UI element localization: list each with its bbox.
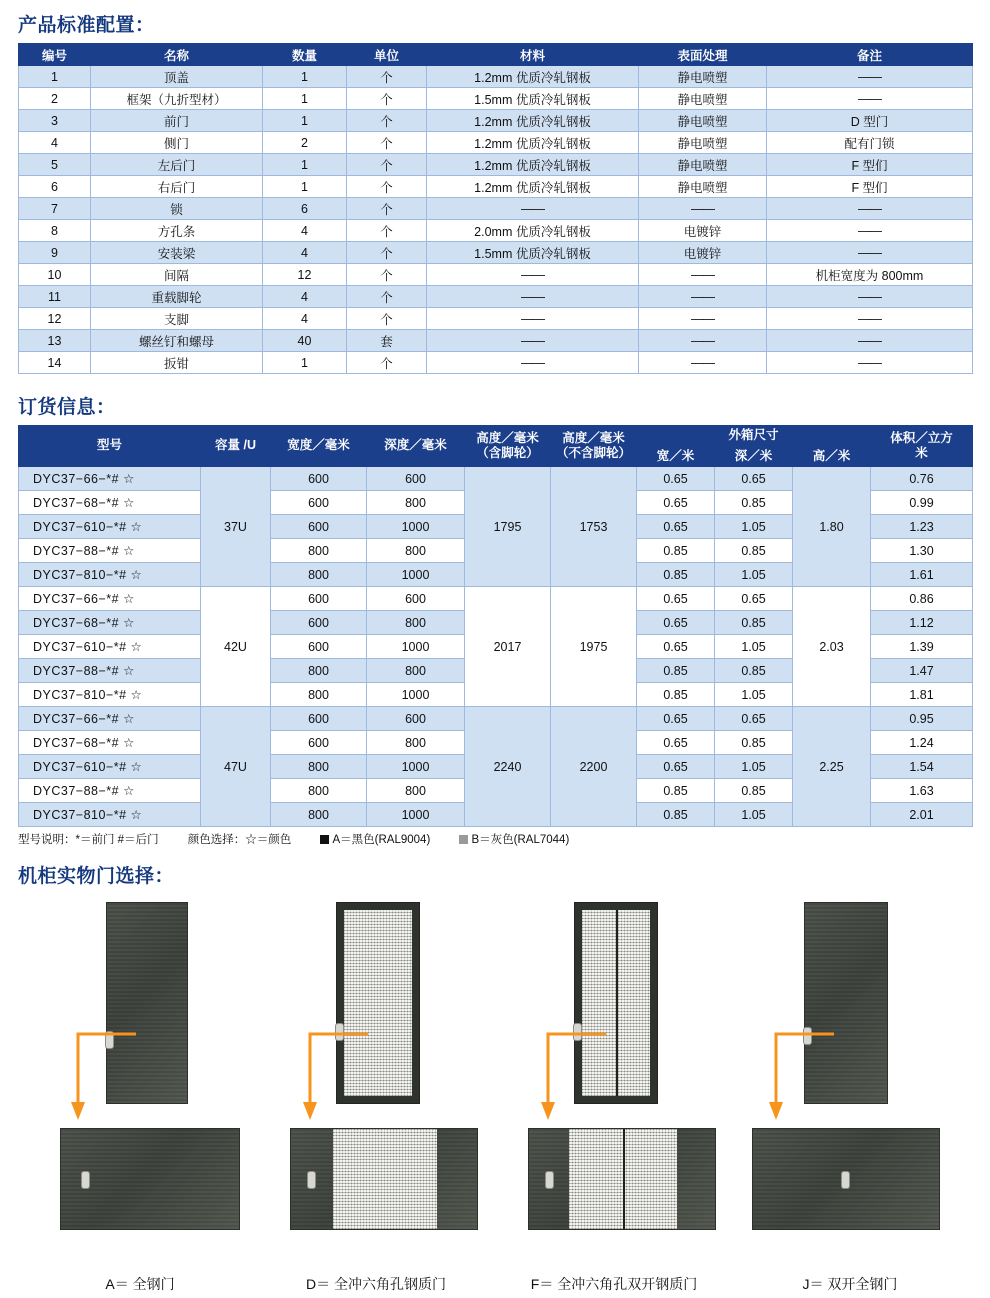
door-d-wide-image — [290, 1128, 478, 1230]
height-without-line1: 高度／毫米 — [562, 430, 625, 445]
table-cell: D 型门 — [767, 110, 973, 132]
table-cell: 1.2mm 优质冷轧钢板 — [427, 132, 639, 154]
depth-cell: 1000 — [367, 563, 465, 587]
table-cell: —— — [639, 352, 767, 374]
table-cell: —— — [427, 198, 639, 220]
table-row — [19, 154, 973, 176]
carton-depth-cell: 1.05 — [715, 803, 793, 827]
volume-cell: 1.63 — [871, 779, 973, 803]
width-cell: 800 — [271, 803, 367, 827]
col-header-no: 编号 — [19, 44, 91, 66]
table-cell: —— — [639, 330, 767, 352]
color-b-label: B＝灰色(RAL7044) — [471, 834, 570, 847]
volume-cell: 1.24 — [871, 731, 973, 755]
carton-width-cell: 0.65 — [637, 611, 715, 635]
height-with-casters-cell: 2240 — [465, 707, 551, 827]
table-cell: 配有门锁 — [767, 132, 973, 154]
model-cell: DYC37−88−*# ☆ — [19, 659, 201, 683]
table-cell: 1 — [263, 110, 347, 132]
depth-cell: 1000 — [367, 755, 465, 779]
carton-depth-cell: 0.85 — [715, 539, 793, 563]
table-cell: 5 — [19, 154, 91, 176]
table-cell: 10 — [19, 264, 91, 286]
col-header-material: 材料 — [427, 44, 639, 66]
carton-depth-cell: 1.05 — [715, 683, 793, 707]
table-cell: —— — [767, 330, 973, 352]
width-cell: 600 — [271, 611, 367, 635]
table-cell: 4 — [19, 132, 91, 154]
table-cell: 右后门 — [91, 176, 263, 198]
model-cell: DYC37−88−*# ☆ — [19, 539, 201, 563]
table-cell: 支脚 — [91, 308, 263, 330]
door-a-wide-image — [60, 1128, 240, 1230]
volume-cell: 1.54 — [871, 755, 973, 779]
table-cell: F 型们 — [767, 154, 973, 176]
carton-height-cell: 2.25 — [793, 707, 871, 827]
carton-width-cell: 0.85 — [637, 659, 715, 683]
door-a-arrow-icon — [64, 1026, 140, 1126]
col-header-volume — [871, 426, 973, 467]
order-section-title: 订货信息： — [18, 397, 116, 418]
door-option-a — [20, 896, 260, 1296]
table-cell: 侧门 — [91, 132, 263, 154]
table-cell: —— — [767, 220, 973, 242]
table-cell: 8 — [19, 220, 91, 242]
height-with-line1: 高度／毫米 — [476, 430, 539, 445]
door-gallery — [0, 896, 990, 1296]
model-cell: DYC37−810−*# ☆ — [19, 683, 201, 707]
table-cell: 个 — [347, 176, 427, 198]
volume-line1: 体积／立方 — [890, 430, 953, 445]
model-cell: DYC37−610−*# ☆ — [19, 755, 201, 779]
table-cell: —— — [767, 308, 973, 330]
door-a-wide-handle-icon — [81, 1171, 90, 1189]
depth-cell: 1000 — [367, 515, 465, 539]
table-cell: —— — [767, 286, 973, 308]
table-cell: 6 — [263, 198, 347, 220]
carton-height-cell: 2.03 — [793, 587, 871, 707]
depth-cell: 800 — [367, 659, 465, 683]
width-cell: 600 — [271, 707, 367, 731]
volume-line2: 米 — [915, 446, 928, 461]
color-note: 颜色选择：☆＝颜色 — [187, 834, 292, 847]
color-a-label: A＝黑色(RAL9004) — [332, 834, 431, 847]
col-header-remark: 备注 — [767, 44, 973, 66]
door-option-j — [730, 896, 970, 1296]
col-header-unit: 单位 — [347, 44, 427, 66]
table-row — [19, 242, 973, 264]
carton-width-cell: 0.85 — [637, 803, 715, 827]
doors-section-title: 机柜实物门选择： — [18, 866, 175, 888]
table-row — [19, 587, 973, 611]
table-cell: 2 — [19, 88, 91, 110]
table-cell: 1 — [263, 154, 347, 176]
carton-height-cell: 1.80 — [793, 467, 871, 587]
col-header-width: 宽度／毫米 — [271, 426, 367, 467]
carton-depth-cell: 1.05 — [715, 755, 793, 779]
col-header-capacity: 容量 /U — [201, 426, 271, 467]
table-cell: 7 — [19, 198, 91, 220]
door-d-wide-mesh-texture — [333, 1129, 437, 1229]
table-cell: F 型们 — [767, 176, 973, 198]
model-cell: DYC37−66−*# ☆ — [19, 587, 201, 611]
carton-depth-cell: 1.05 — [715, 563, 793, 587]
table-cell: 间隔 — [91, 264, 263, 286]
model-cell: DYC37−810−*# ☆ — [19, 563, 201, 587]
table-row — [19, 286, 973, 308]
table-cell: 个 — [347, 88, 427, 110]
table-cell: —— — [427, 286, 639, 308]
order-header-row-1 — [19, 426, 973, 447]
carton-width-cell: 0.65 — [637, 491, 715, 515]
col-header-carton-height: 高／米 — [793, 446, 871, 467]
table-cell: 个 — [347, 286, 427, 308]
model-cell: DYC37−88−*# ☆ — [19, 779, 201, 803]
volume-cell: 0.76 — [871, 467, 973, 491]
table-cell: —— — [639, 198, 767, 220]
model-cell: DYC37−68−*# ☆ — [19, 491, 201, 515]
carton-depth-cell: 1.05 — [715, 635, 793, 659]
capacity-cell: 47U — [201, 707, 271, 827]
table-header-row — [19, 44, 973, 66]
table-cell: —— — [767, 66, 973, 88]
table-cell: 安装梁 — [91, 242, 263, 264]
door-option-f — [494, 896, 734, 1296]
table-row — [19, 352, 973, 374]
width-cell: 800 — [271, 779, 367, 803]
height-without-casters-cell: 1753 — [551, 467, 637, 587]
carton-width-cell: 0.65 — [637, 731, 715, 755]
model-cell: DYC37−610−*# ☆ — [19, 635, 201, 659]
table-row — [19, 308, 973, 330]
model-cell: DYC37−68−*# ☆ — [19, 611, 201, 635]
table-cell: —— — [639, 308, 767, 330]
table-cell: 个 — [347, 66, 427, 88]
depth-cell: 800 — [367, 491, 465, 515]
door-j-caption: J＝ 双开全钢门 — [802, 1276, 898, 1293]
table-cell: 1 — [263, 352, 347, 374]
width-cell: 600 — [271, 587, 367, 611]
door-option-d — [256, 896, 496, 1296]
table-cell: 前门 — [91, 110, 263, 132]
table-row — [19, 66, 973, 88]
table-cell: 重载脚轮 — [91, 286, 263, 308]
table-cell: 电镀锌 — [639, 242, 767, 264]
table-cell: 个 — [347, 110, 427, 132]
table-cell: 方孔条 — [91, 220, 263, 242]
depth-cell: 600 — [367, 707, 465, 731]
table-cell: —— — [427, 330, 639, 352]
height-without-casters-cell: 2200 — [551, 707, 637, 827]
depth-cell: 1000 — [367, 635, 465, 659]
table-cell: 1 — [263, 66, 347, 88]
table-cell: 个 — [347, 198, 427, 220]
order-table-notes — [18, 831, 990, 847]
table-cell: 2.0mm 优质冷轧钢板 — [427, 220, 639, 242]
table-cell: 静电喷塑 — [639, 176, 767, 198]
door-j-wide-handle-icon — [841, 1171, 850, 1189]
table-cell: 1.5mm 优质冷轧钢板 — [427, 88, 639, 110]
door-d-arrow-icon — [296, 1026, 372, 1126]
table-cell: 1.2mm 优质冷轧钢板 — [427, 176, 639, 198]
table-cell: 静电喷塑 — [639, 88, 767, 110]
table-cell: —— — [767, 242, 973, 264]
width-cell: 600 — [271, 635, 367, 659]
volume-cell: 1.81 — [871, 683, 973, 707]
table-cell: 静电喷塑 — [639, 110, 767, 132]
table-cell: 扳钳 — [91, 352, 263, 374]
table-cell: 锁 — [91, 198, 263, 220]
col-header-model: 型号 — [19, 426, 201, 467]
col-header-carton-width: 宽／米 — [637, 446, 715, 467]
volume-cell: 0.95 — [871, 707, 973, 731]
carton-depth-cell: 0.65 — [715, 707, 793, 731]
carton-depth-cell: 0.65 — [715, 467, 793, 491]
width-cell: 800 — [271, 539, 367, 563]
table-cell: 1.5mm 优质冷轧钢板 — [427, 242, 639, 264]
capacity-cell: 42U — [201, 587, 271, 707]
table-cell: 电镀锌 — [639, 220, 767, 242]
table-cell: 3 — [19, 110, 91, 132]
col-header-carton-size: 外箱尺寸 — [637, 426, 871, 447]
height-with-line2: （含脚轮） — [476, 446, 539, 461]
carton-width-cell: 0.65 — [637, 467, 715, 491]
table-cell: 螺丝钉和螺母 — [91, 330, 263, 352]
volume-cell: 0.86 — [871, 587, 973, 611]
table-row — [19, 132, 973, 154]
carton-depth-cell: 0.85 — [715, 491, 793, 515]
width-cell: 600 — [271, 515, 367, 539]
door-f-split-line — [616, 910, 618, 1096]
col-header-carton-depth: 深／米 — [715, 446, 793, 467]
door-f-wide-image — [528, 1128, 716, 1230]
table-cell: 1 — [19, 66, 91, 88]
table-cell: 个 — [347, 154, 427, 176]
table-cell: —— — [767, 198, 973, 220]
door-d-wide-handle-icon — [307, 1171, 316, 1189]
color-option-a — [320, 834, 430, 846]
col-header-surface: 表面处理 — [639, 44, 767, 66]
table-cell: 机柜宽度为 800mm — [767, 264, 973, 286]
depth-cell: 800 — [367, 539, 465, 563]
color-option-b — [459, 834, 569, 846]
table-row — [19, 176, 973, 198]
door-a-caption: A＝ 全钢门 — [105, 1276, 175, 1293]
table-cell: —— — [639, 264, 767, 286]
carton-width-cell: 0.65 — [637, 755, 715, 779]
table-cell: —— — [427, 264, 639, 286]
door-f-wide-split-line — [623, 1129, 625, 1229]
depth-cell: 800 — [367, 731, 465, 755]
table-cell: 9 — [19, 242, 91, 264]
door-j-arrow-icon — [762, 1026, 838, 1126]
table-cell: 4 — [263, 242, 347, 264]
table-cell: 个 — [347, 220, 427, 242]
carton-width-cell: 0.65 — [637, 515, 715, 539]
table-cell: 个 — [347, 132, 427, 154]
table-cell: 14 — [19, 352, 91, 374]
table-cell: 11 — [19, 286, 91, 308]
table-cell: 1.2mm 优质冷轧钢板 — [427, 66, 639, 88]
width-cell: 800 — [271, 755, 367, 779]
col-header-qty: 数量 — [263, 44, 347, 66]
width-cell: 600 — [271, 467, 367, 491]
depth-cell: 800 — [367, 611, 465, 635]
depth-cell: 600 — [367, 467, 465, 491]
config-section-title: 产品标准配置： — [18, 15, 155, 36]
table-cell: 12 — [19, 308, 91, 330]
depth-cell: 1000 — [367, 803, 465, 827]
table-cell: 左后门 — [91, 154, 263, 176]
table-cell: 1 — [263, 176, 347, 198]
table-cell: —— — [639, 286, 767, 308]
door-d-caption: D＝ 全冲六角孔钢质门 — [306, 1276, 446, 1293]
table-row — [19, 88, 973, 110]
depth-cell: 1000 — [367, 683, 465, 707]
model-note: 型号说明：*＝前门 #＝后门 — [18, 834, 159, 847]
model-cell: DYC37−66−*# ☆ — [19, 707, 201, 731]
table-row — [19, 264, 973, 286]
carton-width-cell: 0.85 — [637, 563, 715, 587]
table-row — [19, 467, 973, 491]
width-cell: 600 — [271, 491, 367, 515]
table-cell: 静电喷塑 — [639, 66, 767, 88]
carton-width-cell: 0.65 — [637, 635, 715, 659]
table-cell: 个 — [347, 264, 427, 286]
depth-cell: 600 — [367, 587, 465, 611]
table-cell: 12 — [263, 264, 347, 286]
table-cell: 1 — [263, 88, 347, 110]
capacity-cell: 37U — [201, 467, 271, 587]
table-cell: —— — [427, 308, 639, 330]
col-header-depth: 深度／毫米 — [367, 426, 465, 467]
table-row — [19, 707, 973, 731]
table-row — [19, 220, 973, 242]
table-cell: 个 — [347, 242, 427, 264]
table-cell: 顶盖 — [91, 66, 263, 88]
standard-configuration-table — [18, 43, 973, 374]
table-cell: —— — [427, 352, 639, 374]
table-cell: 13 — [19, 330, 91, 352]
col-header-height-without-casters — [551, 426, 637, 467]
table-cell: 1.2mm 优质冷轧钢板 — [427, 110, 639, 132]
door-f-caption: F＝ 全冲六角孔双开钢质门 — [530, 1276, 698, 1293]
ordering-information-table — [18, 425, 973, 827]
gray-swatch-icon — [459, 835, 468, 844]
table-cell: —— — [767, 88, 973, 110]
col-header-height-with-casters — [465, 426, 551, 467]
table-cell: 4 — [263, 220, 347, 242]
height-without-casters-cell: 1975 — [551, 587, 637, 707]
carton-depth-cell: 0.85 — [715, 611, 793, 635]
volume-cell: 1.30 — [871, 539, 973, 563]
table-cell: 静电喷塑 — [639, 154, 767, 176]
carton-depth-cell: 0.65 — [715, 587, 793, 611]
model-cell: DYC37−610−*# ☆ — [19, 515, 201, 539]
carton-depth-cell: 1.05 — [715, 515, 793, 539]
col-header-name: 名称 — [91, 44, 263, 66]
table-cell: 4 — [263, 308, 347, 330]
volume-cell: 1.39 — [871, 635, 973, 659]
height-without-line2: （不含脚轮） — [555, 446, 631, 461]
table-cell: 1.2mm 优质冷轧钢板 — [427, 154, 639, 176]
volume-cell: 1.61 — [871, 563, 973, 587]
carton-depth-cell: 0.85 — [715, 731, 793, 755]
door-f-wide-handle-icon — [545, 1171, 554, 1189]
volume-cell: 1.23 — [871, 515, 973, 539]
table-cell: 4 — [263, 286, 347, 308]
table-cell: 静电喷塑 — [639, 132, 767, 154]
door-f-arrow-icon — [534, 1026, 610, 1126]
carton-width-cell: 0.85 — [637, 779, 715, 803]
table-row — [19, 330, 973, 352]
black-swatch-icon — [320, 835, 329, 844]
model-cell: DYC37−66−*# ☆ — [19, 467, 201, 491]
width-cell: 800 — [271, 683, 367, 707]
width-cell: 800 — [271, 563, 367, 587]
volume-cell: 1.47 — [871, 659, 973, 683]
table-cell: 个 — [347, 352, 427, 374]
table-cell: 6 — [19, 176, 91, 198]
table-cell: 个 — [347, 308, 427, 330]
height-with-casters-cell: 2017 — [465, 587, 551, 707]
width-cell: 800 — [271, 659, 367, 683]
table-cell: —— — [767, 352, 973, 374]
volume-cell: 2.01 — [871, 803, 973, 827]
model-cell: DYC37−68−*# ☆ — [19, 731, 201, 755]
depth-cell: 800 — [367, 779, 465, 803]
carton-width-cell: 0.65 — [637, 587, 715, 611]
model-cell: DYC37−810−*# ☆ — [19, 803, 201, 827]
width-cell: 600 — [271, 731, 367, 755]
table-cell: 框架（九折型材） — [91, 88, 263, 110]
table-row — [19, 198, 973, 220]
carton-depth-cell: 0.85 — [715, 779, 793, 803]
table-cell: 套 — [347, 330, 427, 352]
volume-cell: 1.12 — [871, 611, 973, 635]
table-cell: 2 — [263, 132, 347, 154]
carton-width-cell: 0.65 — [637, 707, 715, 731]
carton-width-cell: 0.85 — [637, 539, 715, 563]
door-j-wide-image — [752, 1128, 940, 1230]
carton-depth-cell: 0.85 — [715, 659, 793, 683]
carton-width-cell: 0.85 — [637, 683, 715, 707]
volume-cell: 0.99 — [871, 491, 973, 515]
height-with-casters-cell: 1795 — [465, 467, 551, 587]
table-cell: 40 — [263, 330, 347, 352]
table-row — [19, 110, 973, 132]
